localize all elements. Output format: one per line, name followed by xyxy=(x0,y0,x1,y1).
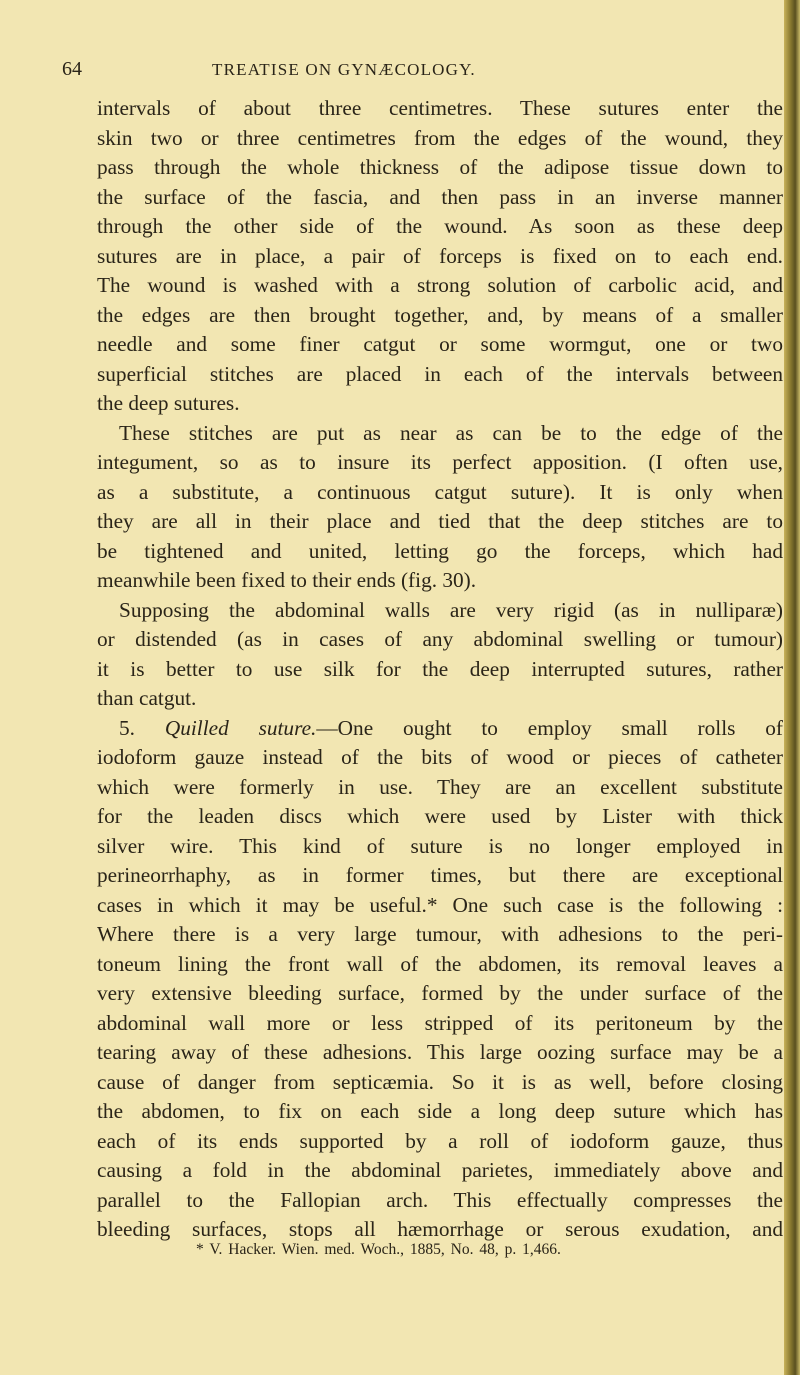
line-text: it is better to use silk for the deep interrupted sutures, rather xyxy=(97,656,783,681)
line-text: the edges are then brought together, and, by means of a smaller xyxy=(97,302,783,327)
page-header xyxy=(62,58,762,84)
text-line xyxy=(97,714,783,744)
text-line xyxy=(97,596,783,626)
page-number: 64 xyxy=(62,58,82,80)
text-line xyxy=(97,802,783,832)
line-text: The wound is washed with a strong solution of carbolic acid, and xyxy=(97,273,783,297)
text-line xyxy=(97,153,783,183)
text-line xyxy=(97,242,783,272)
line-text: than catgut. xyxy=(97,686,197,710)
line-text: tearing away of these adhesions. This large oozing surface may be a xyxy=(97,1040,783,1064)
text-segment: 5. xyxy=(119,715,165,740)
footnote: * V. Hacker. Wien. med. Woch., 1885, No. 48, p. 1,466. xyxy=(196,1241,561,1258)
text-line xyxy=(97,625,783,655)
line-text: cause of danger from septicæmia. So it is as well, before closing xyxy=(97,1069,783,1094)
text-line xyxy=(97,478,783,508)
section-heading-italic: Quilled suture. xyxy=(164,715,317,740)
line-text: the deep sutures. xyxy=(97,391,240,415)
text-line xyxy=(97,1009,783,1039)
line-text: each of its ends supported by a roll of iodoform gauze, thus xyxy=(97,1128,783,1153)
line-text: or distended (as in cases of any abdominal swelling or tumour) xyxy=(97,627,783,651)
line-text: they are all in their place and tied that the deep stitches are to xyxy=(97,509,783,533)
text-line xyxy=(97,419,783,449)
line-text: iodoform gauze instead of the bits of wood or pieces of catheter xyxy=(97,745,783,769)
text-line xyxy=(97,537,783,567)
line-text: sutures are in place, a pair of forceps is fixed on to each end. xyxy=(97,243,783,268)
line-text: for the leaden discs which were used by Lister with thick xyxy=(97,804,783,828)
line-text: parallel to the Fallopian arch. This effectually compresses the xyxy=(97,1187,783,1212)
text-line xyxy=(97,950,783,980)
line-text: perineorrhaphy, as in former times, but there are exceptional xyxy=(97,863,783,887)
line-text: skin two or three centimetres from the edges of the wound, they xyxy=(97,125,783,150)
text-line xyxy=(97,1127,783,1157)
line-text xyxy=(119,714,783,744)
text-line xyxy=(97,1038,783,1068)
line-text: bleeding surfaces, stops all hæmorrhage or serous exudation, and xyxy=(97,1217,783,1241)
line-text: the surface of the fascia, and then pass in an inverse manner xyxy=(97,184,783,209)
text-line xyxy=(97,1156,783,1186)
text-line xyxy=(97,891,783,921)
text-line xyxy=(97,655,783,685)
text-line xyxy=(97,979,783,1009)
line-text: causing a fold in the abdominal parietes, immediately above and xyxy=(97,1158,783,1182)
line-text: as a substitute, a continuous catgut suture). It is only when xyxy=(97,479,783,504)
text-segment: —One ought to employ small rolls of xyxy=(316,715,784,740)
line-text: the abdomen, to fix on each side a long deep suture which has xyxy=(97,1099,783,1123)
text-line xyxy=(97,1097,783,1127)
text-line xyxy=(97,301,783,331)
line-text: Where there is a very large tumour, with adhesions to the peri- xyxy=(97,922,783,946)
line-text: very extensive bleeding surface, formed by the under surface of the xyxy=(97,981,783,1005)
text-line xyxy=(97,566,783,596)
text-line xyxy=(97,861,783,891)
text-line xyxy=(97,271,783,301)
text-line xyxy=(97,360,783,390)
text-line xyxy=(97,832,783,862)
line-text: toneum lining the front wall of the abdomen, its removal leaves a xyxy=(97,951,783,976)
text-line xyxy=(97,389,783,419)
text-line xyxy=(97,773,783,803)
line-text: superficial stitches are placed in each of the intervals between xyxy=(97,361,783,386)
line-text: which were formerly in use. They are an excellent substitute xyxy=(97,774,783,799)
text-line xyxy=(97,212,783,242)
text-line xyxy=(97,448,783,478)
running-title: TREATISE ON GYNÆCOLOGY. xyxy=(212,60,476,79)
line-text: These stitches are put as near as can be to the edge of the xyxy=(119,420,783,445)
text-line xyxy=(97,183,783,213)
line-text: through the other side of the wound. As soon as these deep xyxy=(97,214,783,238)
text-line xyxy=(97,1068,783,1098)
book-edge xyxy=(784,0,800,1375)
text-line xyxy=(97,920,783,950)
text-line xyxy=(97,743,783,773)
line-text: pass through the whole thickness of the adipose tissue down to xyxy=(97,155,783,179)
text-line xyxy=(97,124,783,154)
text-line xyxy=(97,94,783,124)
line-text: Supposing the abdominal walls are very rigid (as in nulliparæ) xyxy=(119,597,783,622)
text-line xyxy=(97,330,783,360)
line-text: intervals of about three centimetres. These sutures enter the xyxy=(97,96,783,120)
text-line xyxy=(97,1186,783,1216)
line-text: cases in which it may be useful.* One such case is the following : xyxy=(97,892,783,917)
text-line xyxy=(97,684,783,714)
line-text: meanwhile been fixed to their ends (fig. 30). xyxy=(97,568,477,592)
line-text: needle and some finer catgut or some wormgut, one or two xyxy=(97,332,783,356)
line-text: integument, so as to insure its perfect apposition. (I often use, xyxy=(97,450,783,474)
line-text: abdominal wall more or less stripped of its peritoneum by the xyxy=(97,1010,783,1035)
line-text: be tightened and united, letting go the forceps, which had xyxy=(97,538,783,563)
text-line xyxy=(97,507,783,537)
body-text xyxy=(97,94,783,1245)
line-text: silver wire. This kind of suture is no longer employed in xyxy=(97,833,783,858)
